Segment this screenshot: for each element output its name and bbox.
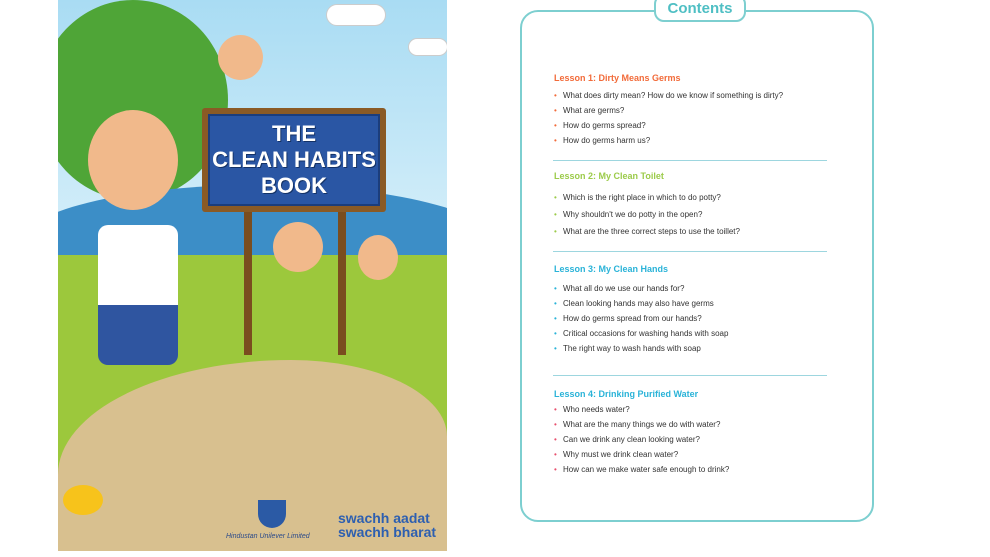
flower xyxy=(63,485,103,515)
list-item: • Why shouldn't we do potty in the open? xyxy=(554,210,829,227)
list-item: • How do germs spread from our hands? xyxy=(554,314,829,329)
list-item: • How can we make water safe enough to drink? xyxy=(554,465,829,480)
boy-body xyxy=(98,225,178,365)
book-cover xyxy=(58,0,447,551)
publisher-name: Hindustan Unilever Limited xyxy=(226,533,310,540)
lesson-2 xyxy=(554,171,829,244)
girl-character xyxy=(358,235,398,280)
list-item: • How do germs spread? xyxy=(554,121,829,136)
unilever-logo xyxy=(258,500,286,528)
lesson-heading: Lesson 3: My Clean Hands xyxy=(554,264,669,274)
lesson-1 xyxy=(554,73,829,151)
small-boy-character xyxy=(273,222,323,272)
lesson-heading: Lesson 4: Drinking Purified Water xyxy=(554,389,699,399)
divider xyxy=(553,160,827,161)
sign-post xyxy=(244,200,252,355)
cover-title-line3: BOOK xyxy=(261,173,327,198)
list-item: • Critical occasions for washing hands with soap xyxy=(554,329,829,344)
divider xyxy=(553,251,827,252)
list-item: • What are the three correct steps to use the toillet? xyxy=(554,227,829,244)
list-item: • What does dirty mean? How do we know if something is dirty? xyxy=(554,91,829,106)
contents-title: Contents xyxy=(654,0,746,22)
list-item: • The right way to wash hands with soap xyxy=(554,344,829,359)
title-board xyxy=(202,108,386,212)
sign-post xyxy=(338,200,346,355)
lesson-heading: Lesson 2: My Clean Toilet xyxy=(554,171,664,181)
lesson-3 xyxy=(554,264,829,359)
divider xyxy=(553,375,827,376)
lesson-heading: Lesson 1: Dirty Means Germs xyxy=(554,73,681,83)
list-item: • What all do we use our hands for? xyxy=(554,284,829,299)
cover-title-line2: CLEAN HABITS xyxy=(212,147,376,172)
climbing-boy-character xyxy=(218,35,263,80)
swachh-bharat-logo xyxy=(338,511,436,539)
cloud xyxy=(408,38,447,56)
list-item: • Can we drink any clean looking water? xyxy=(554,435,829,450)
boy-character xyxy=(88,110,178,210)
list-item: • Which is the right place in which to do potty? xyxy=(554,193,829,210)
list-item: • Clean looking hands may also have germs xyxy=(554,299,829,314)
list-item: • What are germs? xyxy=(554,106,829,121)
list-item: • Who needs water? xyxy=(554,405,829,420)
campaign-line1: swachh aadat xyxy=(338,510,430,526)
cloud xyxy=(326,4,386,26)
campaign-line2: swachh bharat xyxy=(338,524,437,540)
list-item: • What are the many things we do with water? xyxy=(554,420,829,435)
list-item: • How do germs harm us? xyxy=(554,136,829,151)
lesson-4 xyxy=(554,389,829,480)
list-item: • Why must we drink clean water? xyxy=(554,450,829,465)
cover-title-line1: THE xyxy=(272,121,316,146)
